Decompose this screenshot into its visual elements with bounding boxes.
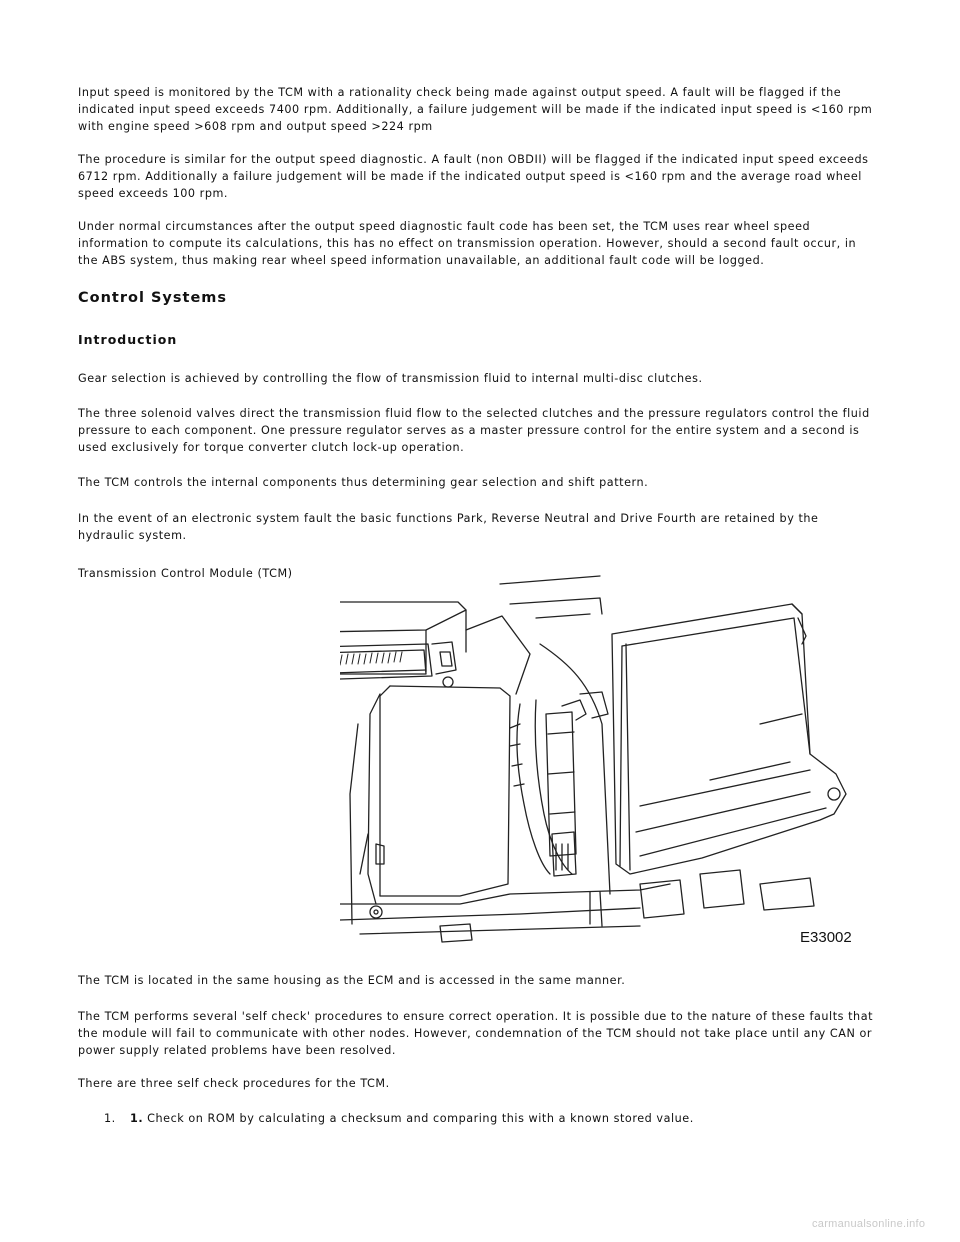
figure-caption-tcm: Transmission Control Module (TCM): [78, 567, 293, 580]
paragraph-tcm-controls: The TCM controls the internal components thus determining gear selection and shift pattern.: [78, 476, 649, 489]
tcm-line-drawing: [340, 574, 870, 946]
list-item-bold-number: 1.: [130, 1112, 144, 1125]
paragraph-three-procedures: There are three self check procedures for the TCM.: [78, 1077, 390, 1090]
list-item-number: 1.: [104, 1112, 116, 1125]
paragraph-self-check: The TCM performs several 'self check' procedures to ensure correct operation. It is possible due to the nature of these faults that the module will fail to communicate with other nodes. However, condemnation of the TCM should not take place until any CAN or power supply related problems have been resolved.: [78, 1010, 874, 1057]
figure-id-label: E33002: [800, 929, 852, 946]
paragraph-tcm-location: The TCM is located in the same housing as the ECM and is accessed in the same manner.: [78, 974, 626, 987]
paragraph-solenoid-valves: The three solenoid valves direct the transmission fluid flow to the selected clutches and the pressure regulators control the fluid pressure to each component. One pressure regulator serves as a master pressure control for the entire system and a second is used exclusively for torque converter clutch lock-up operation.: [78, 407, 870, 454]
watermark-footer[interactable]: carmanualsonline.info: [812, 1218, 926, 1230]
paragraph-electronic-fault: In the event of an electronic system fault the basic functions Park, Reverse Neutral and Drive Fourth are retained by the hydraulic system.: [78, 512, 819, 542]
paragraph-input-speed: Input speed is monitored by the TCM with a rationality check being made against output speed. A fault will be flagged if the indicated input speed exceeds 7400 rpm. Additionally, a failure judgement will be made if the indicated input speed is <160 rpm with engine speed >608 rpm and output speed >224 rpm: [78, 86, 873, 133]
list-item: [104, 1110, 694, 1127]
paragraph-output-speed: The procedure is similar for the output speed diagnostic. A fault (non OBDII) will be flagged if the indicated input speed exceeds 6712 rpm. Additionally a failure judgement will be made if the indicated output speed is <160 rpm and the average road wheel speed exceeds 100 rpm.: [78, 153, 869, 200]
heading-introduction: Introduction: [78, 332, 178, 347]
list-item-text: Check on ROM by calculating a checksum and comparing this with a known stored value.: [147, 1112, 694, 1125]
paragraph-gear-selection: Gear selection is achieved by controlling the flow of transmission fluid to internal multi-disc clutches.: [78, 372, 703, 385]
heading-control-systems: Control Systems: [78, 290, 228, 306]
paragraph-rear-wheel-speed: Under normal circumstances after the output speed diagnostic fault code has been set, the TCM uses rear wheel speed information to compute its calculations, this has no effect on transmission operation. However, should a second fault occur, in the ABS system, thus making rear wheel speed information unavailable, an additional fault code will be logged.: [78, 220, 857, 267]
tcm-housing-illustration: [340, 574, 870, 946]
